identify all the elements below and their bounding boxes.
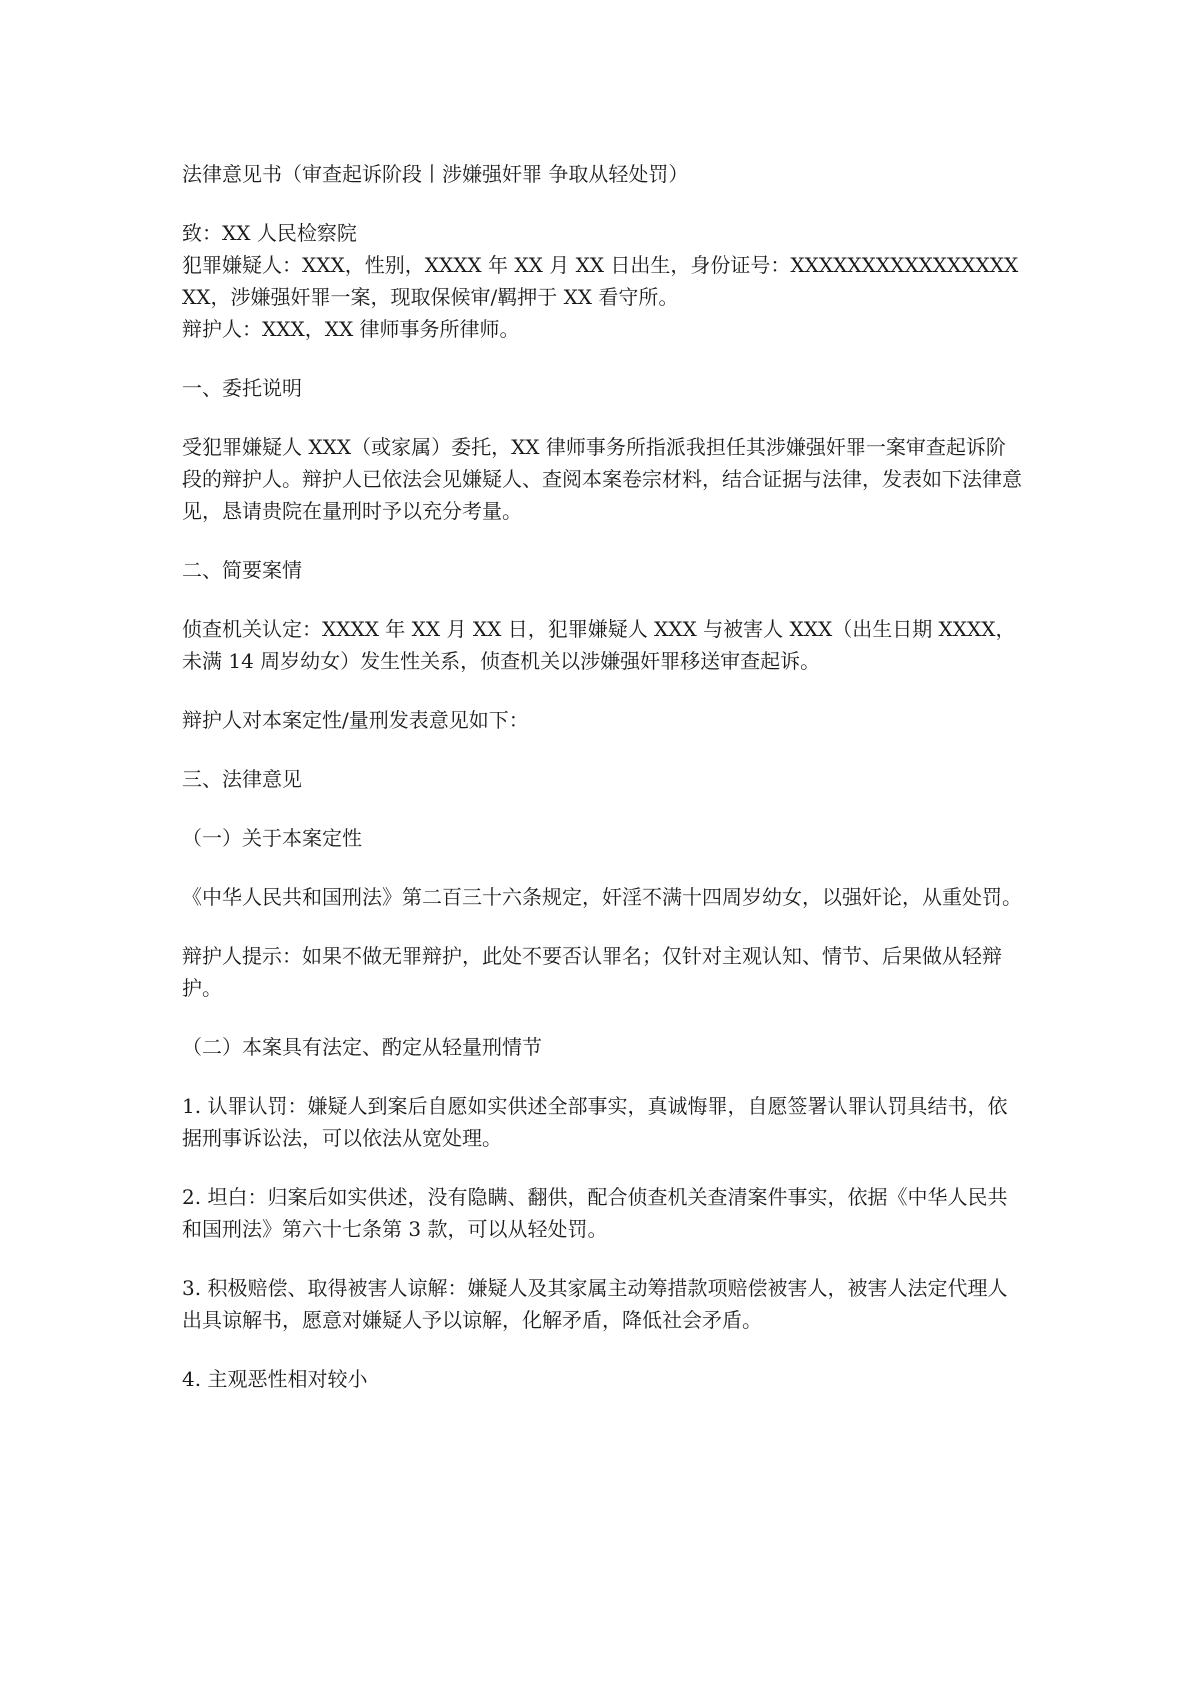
entrustment-paragraph: 受犯罪嫌疑人 XXX（或家属）委托，XX 律师事务所指派我担任其涉嫌强奸罪一案审查起诉阶段的辩护人。辩护人已依法会见嫌疑人、查阅本案卷宗材料，结合证据与法律，发表如下法律意见，恳请贵院在量刑时予以充分考量。 [182, 435, 1022, 523]
law-citation-paragraph: 《中华人民共和国刑法》第二百三十六条规定，奸淫不满十四周岁幼女，以强奸论，从重处罚。 [182, 885, 1022, 909]
list-item: 1. 认罪认罚：嫌疑人到案后自愿如实供述全部事实，真诚悔罪，自愿签署认罪认罚具结书，依据刑事诉讼法，可以依法从宽处理。 [182, 1094, 1008, 1150]
defender-info: 辩护人：XXX，XX 律师事务所律师。 [182, 317, 520, 341]
suspect-info: 犯罪嫌疑人：XXX，性别，XXXX 年 XX 月 XX 日出生，身份证号：XXXXXXXXXXXXXXXXXX，涉嫌强奸罪一案，现取保候审/羁押于 XX 看守所。 [182, 253, 1019, 309]
subheading-case-nature: （一）关于本案定性 [182, 826, 362, 850]
defender-note-paragraph: 辩护人提示：如果不做无罪辩护，此处不要否认罪名；仅针对主观认知、情节、后果做从轻辩护。 [182, 944, 1002, 1000]
opinion-intro-paragraph: 辩护人对本案定性/量刑发表意见如下： [182, 708, 529, 732]
list-item: 3. 积极赔偿、取得被害人谅解：嫌疑人及其家属主动筹措款项赔偿被害人，被害人法定代理人出具谅解书，愿意对嫌疑人予以谅解，化解矛盾，降低社会矛盾。 [182, 1276, 1008, 1332]
section-heading-legal-opinion: 三、法律意见 [182, 767, 302, 791]
section-heading-case-summary: 二、简要案情 [182, 558, 302, 582]
section-heading-entrustment: 一、委托说明 [182, 376, 302, 400]
list-item: 2. 坦白：归案后如实供述，没有隐瞒、翻供，配合侦查机关查清案件事实，依据《中华人民共和国刑法》第六十七条第 3 款，可以从轻处罚。 [182, 1185, 1008, 1241]
subheading-mitigating-circumstances: （二）本案具有法定、酌定从轻量刑情节 [182, 1035, 542, 1059]
case-summary-paragraph: 侦查机关认定：XXXX 年 XX 月 XX 日，犯罪嫌疑人 XXX 与被害人 XXX（出生日期 XXXX，未满 14 周岁幼女）发生性关系，侦查机关以涉嫌强奸罪移送审查起诉。 [182, 617, 1016, 673]
document-title: 法律意见书（审查起诉阶段丨涉嫌强奸罪 争取从轻处罚） [182, 162, 689, 186]
recipient-line: 致：XX 人民检察院 [182, 221, 357, 245]
document-body [182, 158, 1022, 1395]
list-item: 4. 主观恶性相对较小 [182, 1367, 368, 1391]
